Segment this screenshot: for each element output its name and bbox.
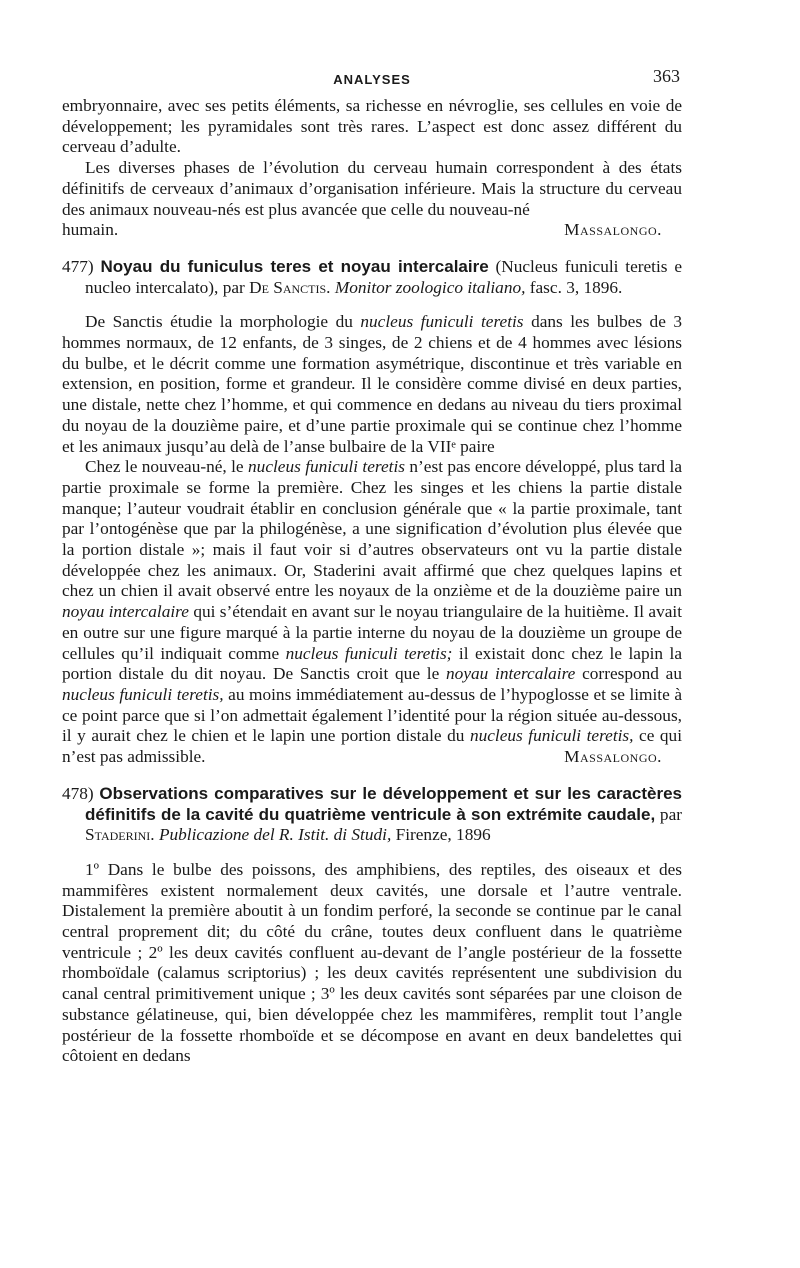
text-run: dans les bulbes de 3 hommes normaux, de 12 enfants, de 3 singes, de 2 chiens et de 4 hommes avec lésions du bulbe, et le décrit comme une formation asymétrique, discontinue et très variable en extension, en position, forme et grandeur. Il le considère comme divisé en deux parties, une distale, nette chez l’homme, et qui commence en dedans au niveau du tiers proximal du noyau de la douzième paire, et d’une partie proximale qui se continue chez l’homme et les animaux jusqu’au delà de l’anse bulbaire de la VIIᵉ paire	[62, 312, 683, 456]
latin-term: nucleus funiculi teretis,	[469, 726, 634, 746]
page-number: 363	[653, 66, 680, 86]
entry-477-paragraph-2	[62, 457, 682, 768]
intro-paragraph-1: embryonnaire, avec ses petits éléments, sa richesse en névroglie, ses cellules en voie de développement; les pyramidales sont très rares. L’aspect est donc assez différent du cerveau d’adulte.	[62, 96, 682, 157]
entry-title: Observations comparatives sur le développement et sur les caractères définitifs de la cavité du quatrième ventricule à son extrémite caudale,	[85, 783, 682, 824]
latin-term: noyau intercalaire	[446, 664, 576, 684]
running-title: ANALYSES	[333, 72, 411, 87]
entry-number: 478)	[62, 783, 94, 803]
intro-paragraph-2: Les diverses phases de l’évolution du cerveau humain correspondent à des états définitifs de cerveaux d’animaux d’organisation inférieure. Mais la structure du cerveau des animaux nouveau-nés est plus avancée que celle du nouveau-né	[62, 158, 682, 219]
entry-478-paragraph-1: 1º Dans le bulbe des poissons, des amphibiens, des reptiles, des oiseaux et des mammifères existent normalement deux cavités, une dorsale et l’autre ventrale. Distalement la première aboutit à un fondim perforé, la seconde se continue par le canal central proprement dit; du côté du crâne, toutes deux confluent dans le quatrième ventricule ; 2º les deux cavités confluent au-devant de l’angle postérieur de la fossette rhomboïdale (calamus scriptorius) ; les deux cavités représentent une subdivision du canal central primitivement unique ; 3º les deux cavités sont séparées par une cloison de substance gélatineuse, qui, bien développée chez les mammifères, remplit tout l’angle postérieur de la fossette rhomboïde et se décompose en avant en deux bandelettes qui côtoient en dedans	[62, 859, 682, 1066]
document-page	[62, 66, 682, 1067]
latin-term: nucleus funiculi teretis	[248, 457, 405, 477]
text-run: ce qui n’est pas admissible.	[62, 726, 682, 767]
signature: Massalongo.	[564, 220, 662, 240]
text-run: Chez le nouveau-né, le	[85, 457, 244, 477]
entry-477	[62, 257, 682, 768]
entry-journal: Publicazione del R. Istit. di Studi,	[158, 825, 392, 845]
page-header	[62, 66, 682, 90]
entry-author: De Sanctis.	[249, 277, 331, 297]
entry-reference: Firenze, 1896	[395, 825, 491, 845]
text-run: qui s’étendait en avant sur le noyau triangulaire de la huitième. Il avait en outre sur une figure marqué à la partie interne du noyau de la douzième un groupe de cellules qu’il indiquait comme	[62, 602, 683, 663]
latin-term: nucleus funiculi teretis;	[285, 643, 453, 663]
entry-journal: Monitor zoologico italiano,	[334, 277, 526, 297]
latin-term: noyau intercalaire	[62, 602, 189, 622]
intro-paragraph-2-end: humain.	[62, 220, 119, 240]
text-run: correspond au	[582, 664, 682, 684]
entry-subtitle: (Nucleus funiculi teretis e nucleo intercalato), par	[85, 256, 682, 297]
text-run: De Sanctis étudie la morphologie du	[85, 312, 353, 332]
text-run: n’est pas encore développé, plus tard la partie proximale se forme la première. Chez les singes et les chiens la partie distale manque; l’auteur voudrait établir en conclusion générale que « la partie proximale, tant par l’ontogénèse que par la philogénèse, a une signification d’évolution plus élevée que la portion distale »; mais il faut voir si d’autres observateurs ont vu la partie distale développée chez les animaux. Or, Staderini avait affirmé que chez quelques lapins et chez un chien il avait observé entre les noyaux de la onzième et de la douzième paire un	[62, 457, 683, 601]
entry-heading	[62, 257, 682, 298]
intro-closing-line	[62, 220, 682, 241]
signature: Massalongo.	[564, 747, 662, 767]
entry-number: 477)	[62, 256, 94, 276]
entry-title: Noyau du funiculus teres et noyau intercalaire	[100, 256, 489, 276]
entry-reference: fasc. 3, 1896.	[529, 277, 623, 297]
entry-author: Staderini.	[85, 825, 155, 845]
entry-477-paragraph-1	[62, 312, 682, 457]
entry-478	[62, 784, 682, 1067]
latin-term: nucleus funiculi teretis	[360, 312, 524, 332]
entry-heading	[62, 784, 682, 846]
entry-by: par	[659, 804, 682, 824]
text-run: au moins immédiatement au-dessus de l’hypoglosse et se limite à ce point parce que si l’on admettait également l’identité pour la région située au-dessous, il y aurait chez le chien et le lapin une portion distale du	[62, 684, 682, 746]
text-run: il existait donc chez le lapin la portion distale du dit noyau. De Sanctis croit que le	[62, 643, 682, 684]
latin-term: nucleus funiculi teretis,	[62, 684, 224, 704]
